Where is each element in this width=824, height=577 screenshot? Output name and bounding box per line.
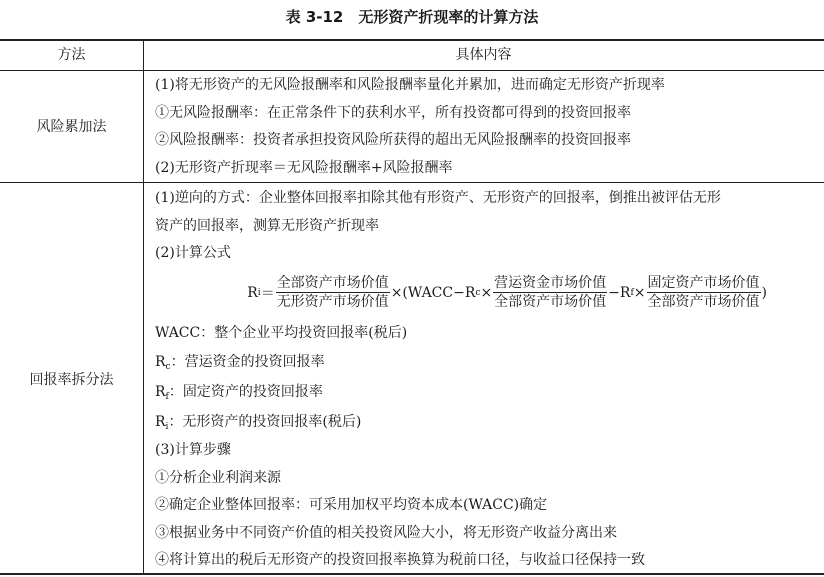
content-line: ①分析企业利润来源 (155, 469, 281, 486)
formula-text: × (633, 284, 646, 301)
symbol-sub: f (165, 392, 169, 402)
symbol: R (155, 354, 166, 370)
method-risk-additive: 风险累加法 (36, 119, 107, 135)
denominator: 无形资产市场价值 (276, 294, 389, 310)
content-line: ②确定企业整体回报率：可采用加权平均资本成本(WACC)确定 (155, 497, 548, 513)
formula-sub: i (257, 287, 261, 298)
return-split-content (155, 185, 815, 575)
formula-text: ×(WACC−R (390, 284, 476, 301)
denominator: 全部资产市场价值 (647, 294, 760, 310)
numerator: 全部资产市场价值 (276, 275, 389, 291)
definition: ：营运资金的投资回报率 (170, 354, 325, 370)
numerator: 固定资产市场价值 (647, 275, 760, 291)
formula-text: −R (608, 284, 631, 301)
content-line: ③根据业务中不同资产价值的相关投资风险大小，将无形资产收益分离出来 (155, 524, 617, 541)
symbol-sub: i (165, 422, 169, 432)
definition-line (155, 347, 815, 377)
symbol: R (155, 384, 166, 400)
content-line: ④将计算出的税后无形资产的投资回报率换算为税前口径，与收益口径保持一致 (155, 552, 645, 568)
definition: ：固定资产的投资回报率 (168, 384, 323, 400)
content-line: (1)逆向的方式：企业整体回报率扣除其他有形资产、无形资产的回报率，倒推出被评估无形 (155, 190, 721, 206)
row-rule (0, 182, 824, 183)
content-line: ②风险报酬率：投资者承担投资风险所获得的超出无风险报酬率的投资回报率 (155, 132, 631, 148)
formula-eq: ＝ (260, 285, 275, 302)
formula-lhs: R (247, 284, 258, 301)
content-line: (2)计算公式 (155, 245, 231, 261)
symbol: R (155, 414, 166, 430)
formula (155, 268, 815, 318)
denominator: 全部资产市场价值 (494, 294, 607, 310)
formula-sub: c (475, 287, 481, 298)
content-line: (3)计算步骤 (155, 442, 231, 458)
header-method: 方法 (57, 47, 86, 63)
definition-line (155, 377, 815, 407)
fraction-1 (276, 274, 390, 311)
content-line: 资产的回报率，测算无形资产折现率 (155, 217, 379, 234)
definition: ：无形资产的投资回报率(税后) (168, 414, 362, 430)
fraction-3 (647, 274, 761, 311)
fraction-2 (493, 274, 607, 311)
method-return-split: 回报率拆分法 (29, 372, 114, 388)
formula-text: ) (761, 284, 767, 301)
content-line: WACC：整个企业平均投资回报率(税后) (155, 324, 408, 341)
table-title: 表 3-12 无形资产折现率的计算方法 (285, 8, 539, 26)
header-content: 具体内容 (455, 47, 512, 63)
formula-text: × (480, 284, 493, 301)
symbol-sub: c (165, 362, 171, 372)
risk-additive-content (155, 72, 815, 182)
header-rule (0, 70, 824, 71)
numerator: 营运资金市场价值 (494, 275, 607, 291)
column-divider (143, 40, 144, 575)
content-line: ①无风险报酬率：在正常条件下的获利水平，所有投资都可得到的投资回报率 (155, 104, 631, 121)
formula-sub: f (630, 287, 634, 298)
content-line: (2)无形资产折现率＝无风险报酬率+风险报酬率 (155, 159, 453, 176)
definition-line (155, 407, 815, 437)
content-line: (1)将无形资产的无风险报酬率和风险报酬率量化并累加，进而确定无形资产折现率 (155, 77, 665, 93)
